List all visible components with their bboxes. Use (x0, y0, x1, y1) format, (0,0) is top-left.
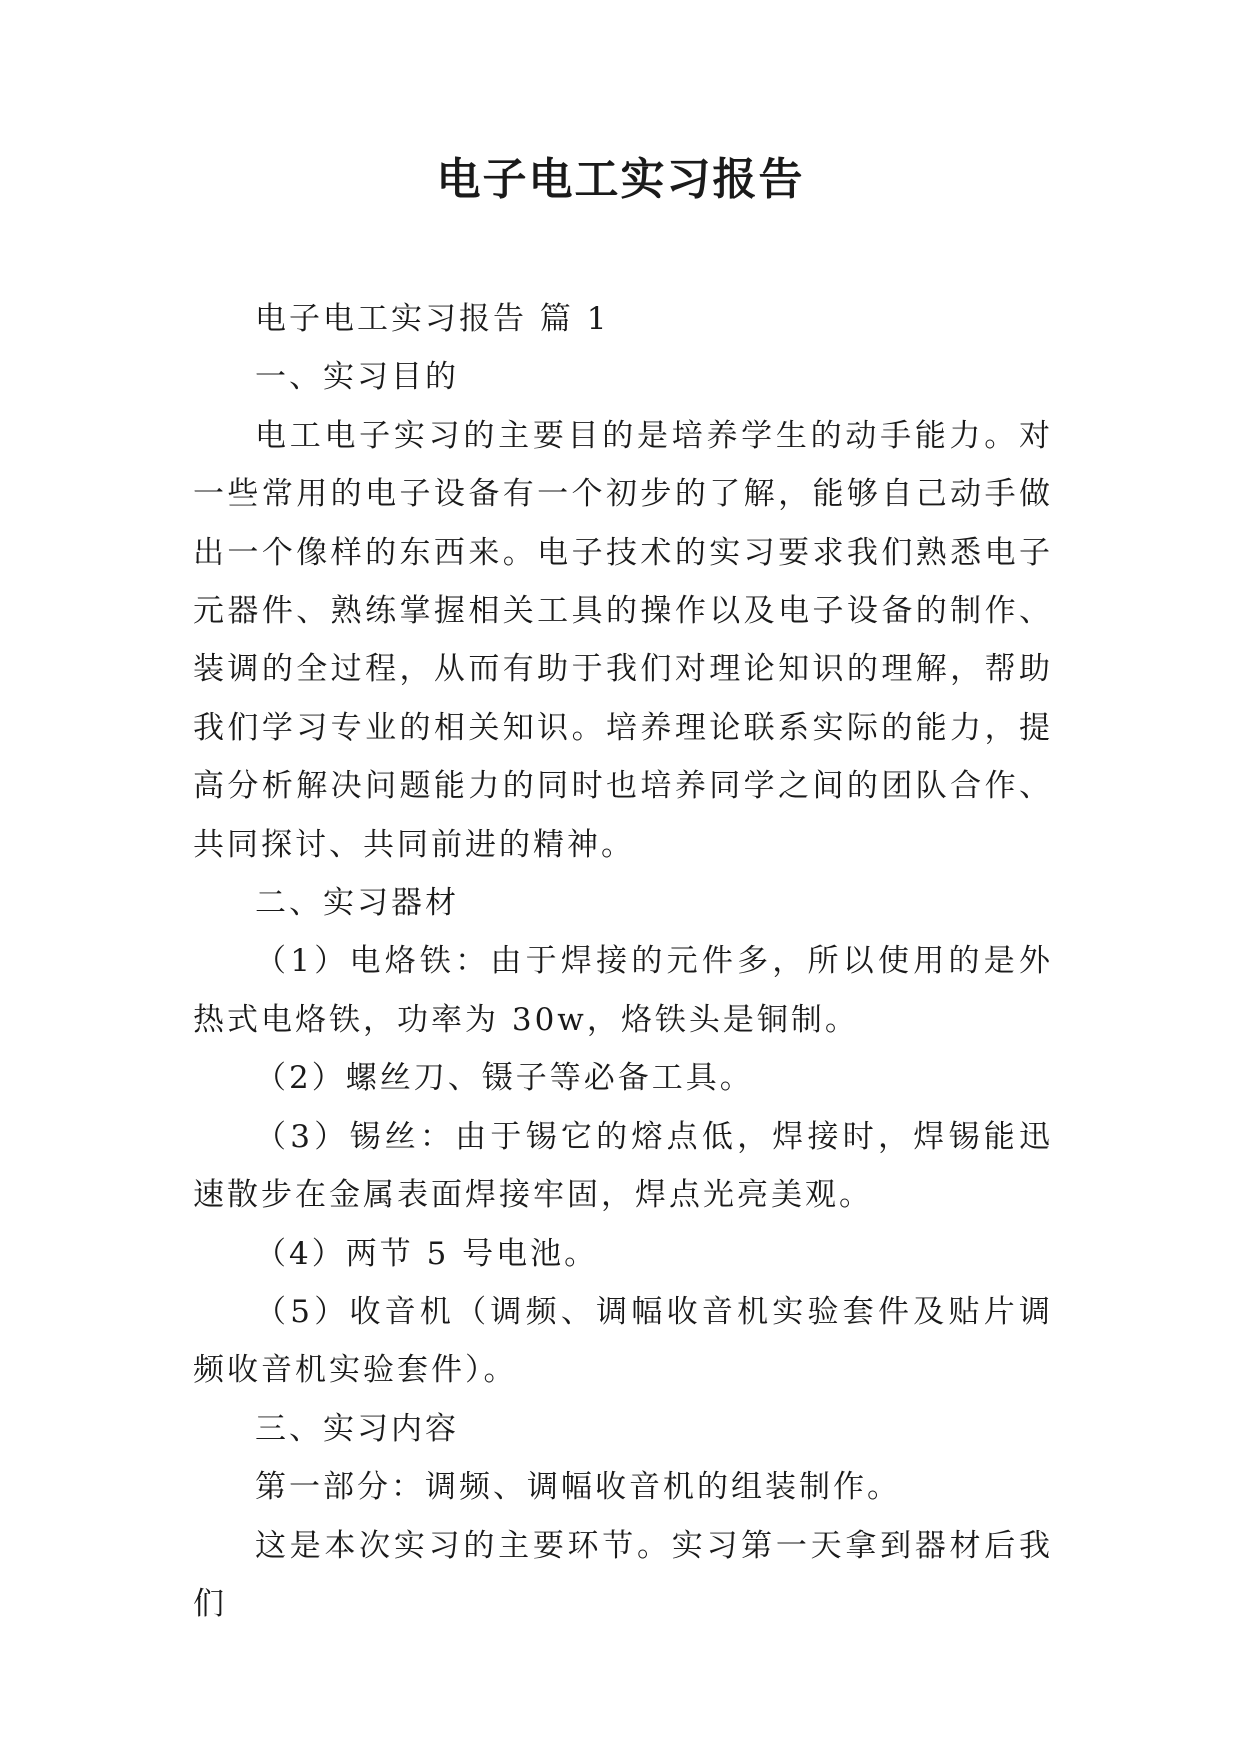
section-heading-equipment: 二、实习器材 (255, 885, 459, 922)
section-heading-purpose: 一、实习目的 (255, 359, 459, 396)
paragraph-equipment-4: （4）两节 5 号电池。 (255, 1235, 599, 1272)
paragraph-equipment-3: （3）锡丝：由于锡它的熔点低，焊接时，焊锡能迅速散步在金属表面焊接牢固，焊点光亮美观。 (193, 1118, 1053, 1214)
document-body (193, 290, 1053, 1633)
paragraph-content-part-1: 第一部分：调频、调幅收音机的组装制作。 (255, 1469, 901, 1506)
paragraph-content-body: 这是本次实习的主要环节。实习第一天拿到器材后我们 (193, 1527, 1053, 1622)
document-title: 电子电工实习报告 (436, 154, 805, 205)
paragraph-purpose: 电工电子实习的主要目的是培养学生的动手能力。对一些常用的电子设备有一个初步的了解，能够自己动手做出一个像样的东西来。电子技术的实习要求我们熟悉电子元器件、熟练掌握相关工具的操作以及电子设备的制作、装调的全过程，从而有助于我们对理论知识的理解，帮助我们学习专业的相关知识。培养理论联系实际的能力，提高分析解决问题能力的同时也培养同学之间的团队合作、共同探讨、共同前进的精神。 (193, 417, 1053, 863)
section-heading-content: 三、实习内容 (255, 1410, 459, 1447)
paragraph-equipment-2: （2）螺丝刀、镊子等必备工具。 (255, 1060, 754, 1097)
paragraph-equipment-1: （1）电烙铁：由于焊接的元件多，所以使用的是外热式电烙铁，功率为 30w，烙铁头是铜制。 (193, 943, 1053, 1038)
section-heading-part-1: 电子电工实习报告 篇 1 (255, 301, 610, 337)
paragraph-equipment-5: （5）收音机（调频、调幅收音机实验套件及贴片调频收音机实验套件）。 (193, 1293, 1053, 1389)
